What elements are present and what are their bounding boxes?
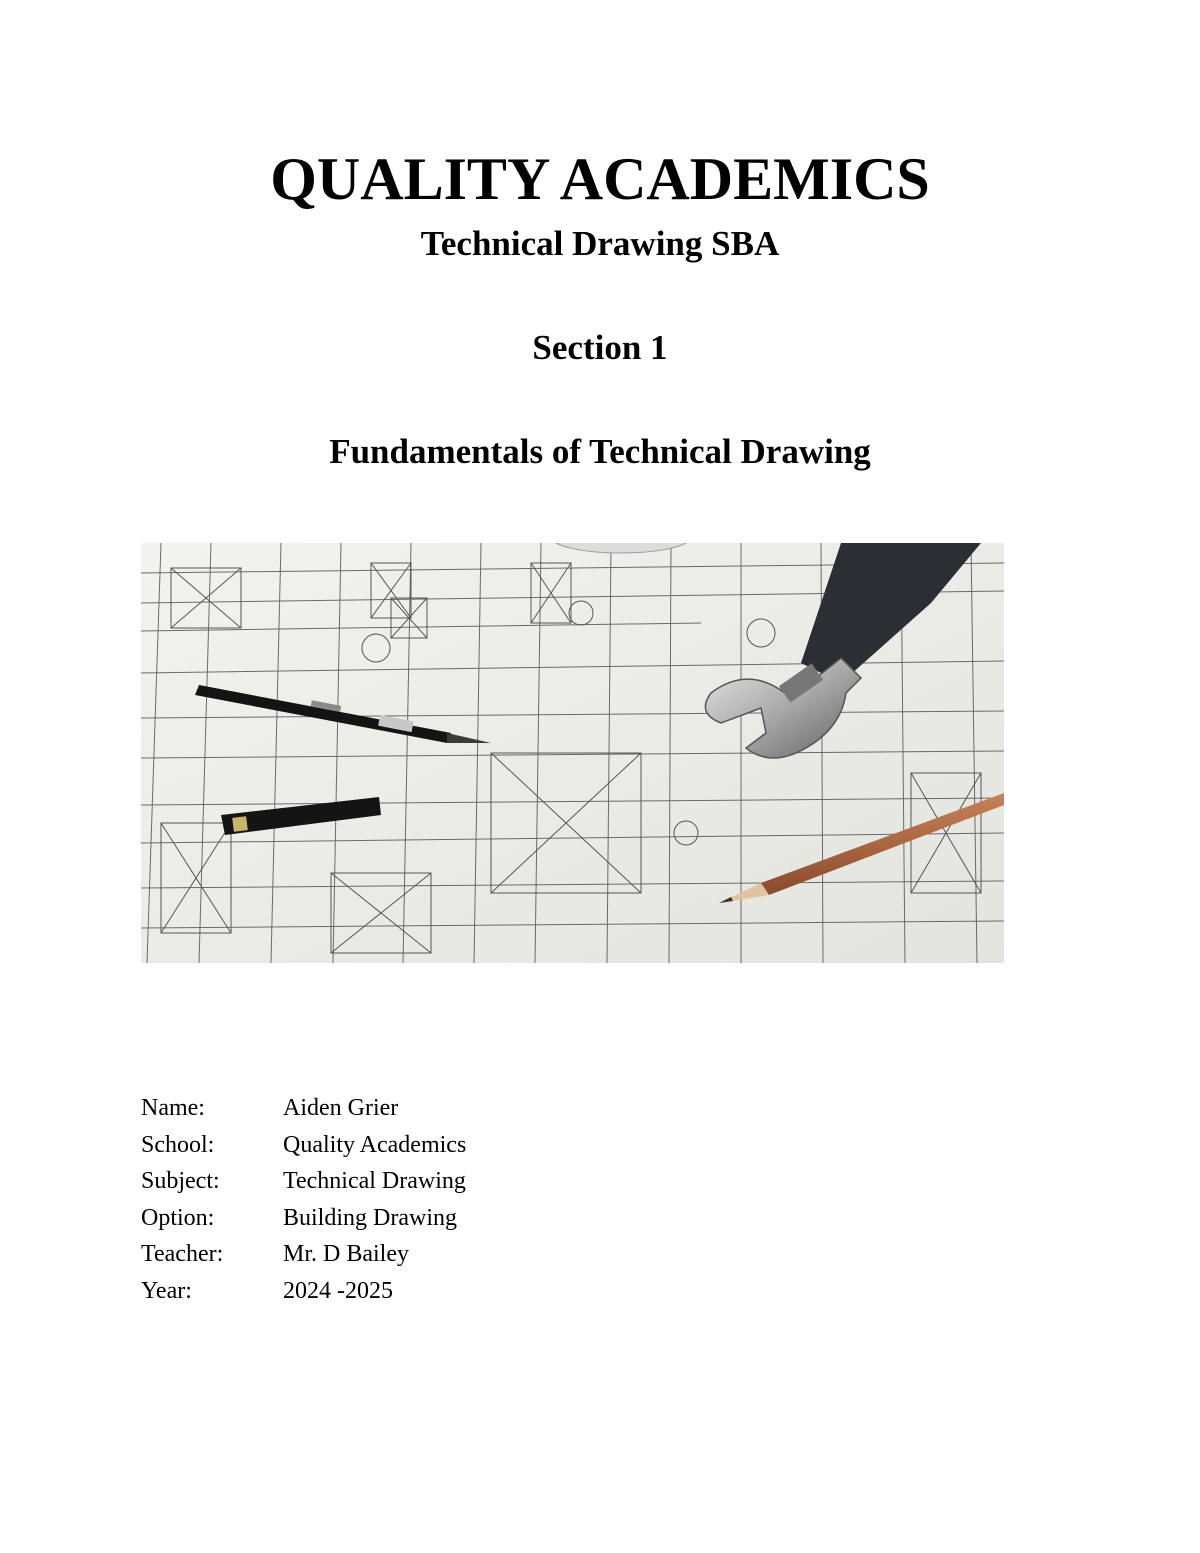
detail-row-option — [141, 1200, 466, 1237]
detail-value: Quality Academics — [283, 1131, 467, 1158]
detail-label: Year: — [141, 1277, 192, 1304]
detail-row-year — [141, 1273, 466, 1310]
detail-label: Teacher: — [141, 1241, 224, 1268]
detail-row-teacher — [141, 1236, 466, 1273]
cover-image — [141, 543, 1004, 963]
detail-row-school — [141, 1127, 466, 1164]
student-details — [141, 1090, 466, 1310]
detail-value: Aiden Grier — [283, 1095, 399, 1121]
detail-label: Name: — [141, 1095, 205, 1121]
document-title: QUALITY ACADEMICS — [270, 146, 930, 212]
detail-value: Technical Drawing — [283, 1168, 466, 1195]
detail-label: Subject: — [141, 1168, 220, 1195]
document-subtitle: Technical Drawing SBA — [420, 224, 780, 263]
detail-value: Mr. D Bailey — [283, 1241, 409, 1268]
topic-heading: Fundamentals of Technical Drawing — [329, 432, 871, 471]
detail-row-name — [141, 1090, 466, 1127]
detail-value: 2024 -2025 — [283, 1277, 393, 1304]
detail-row-subject — [141, 1163, 466, 1200]
detail-label: Option: — [141, 1204, 215, 1231]
detail-value: Building Drawing — [283, 1204, 457, 1231]
section-heading: Section 1 — [532, 328, 668, 367]
detail-label: School: — [141, 1131, 215, 1158]
